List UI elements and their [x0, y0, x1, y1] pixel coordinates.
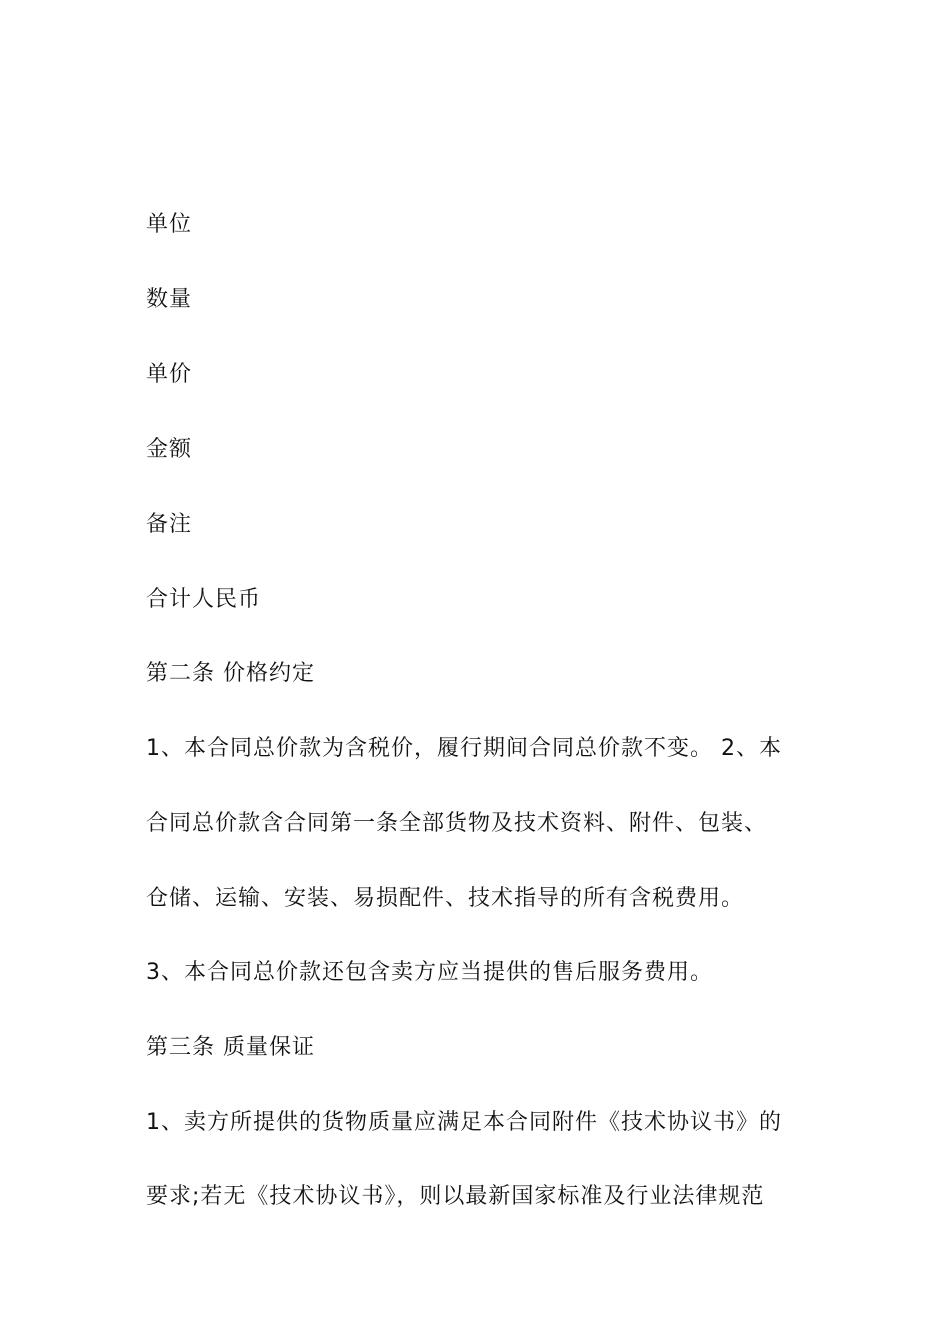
paragraph-line: 合同总价款含合同第一条全部货物及技术资料、附件、包装、 [146, 811, 768, 836]
section-heading-article-2: 第二条 价格约定 [146, 661, 315, 686]
paragraph-line: 3、本合同总价款还包含卖方应当提供的售后服务费用。 [146, 960, 713, 985]
label-unit-price: 单价 [146, 362, 193, 387]
paragraph-line: 仓储、运输、安装、易损配件、技术指导的所有含税费用。 [146, 886, 745, 911]
paragraph-line: 1、卖方所提供的货物质量应满足本合同附件《技术协议书》的 [146, 1110, 782, 1135]
paragraph-line: 要求;若无《技术协议书》，则以最新国家标准及行业法律规范 [146, 1184, 765, 1209]
label-total-rmb: 合计人民币 [146, 587, 262, 612]
label-quantity: 数量 [146, 287, 193, 312]
section-heading-article-3: 第三条 质量保证 [146, 1035, 315, 1060]
label-remarks: 备注 [146, 512, 193, 537]
label-amount: 金额 [146, 437, 193, 462]
label-unit: 单位 [146, 212, 193, 237]
paragraph-line: 1、本合同总价款为含税价，履行期间合同总价款不变。 2、本 [146, 736, 782, 761]
